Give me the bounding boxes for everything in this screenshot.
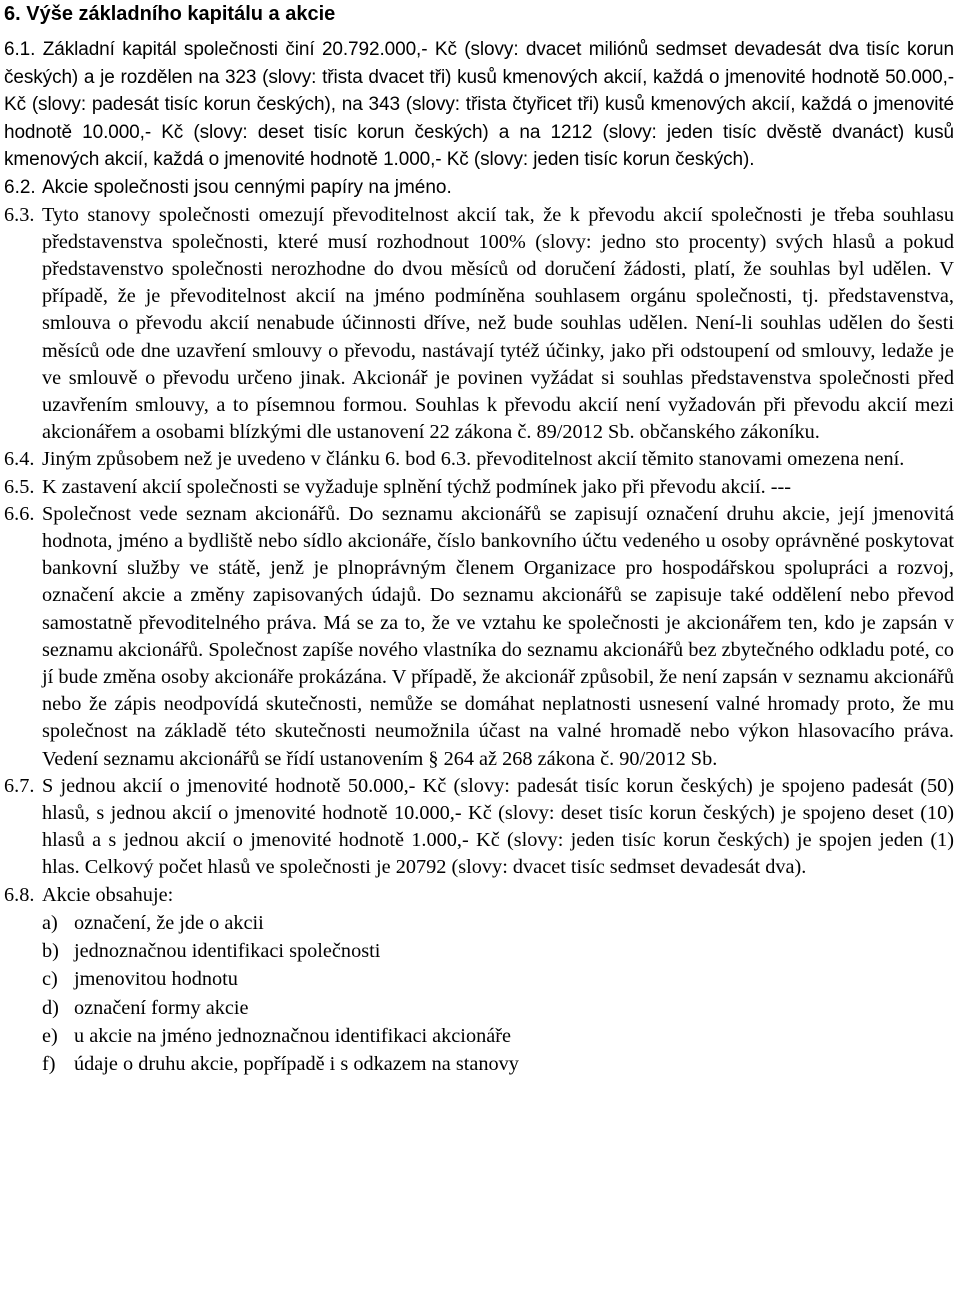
list-item [42,937,954,965]
list-letter: d) [42,996,59,1019]
list-letter: e) [42,1025,58,1048]
paragraph-text: Akcie společnosti jsou cennými papíry na jméno. [42,176,452,198]
list-letter: a) [42,911,58,934]
paragraph-6-7 [4,773,954,882]
list-text: údaje o druhu akcie, popřípadě i s odkazem na stanovy [74,1053,519,1076]
paragraph-number: 6.2. [4,176,36,198]
paragraph-6-3 [4,202,954,447]
paragraph-number: 6.5. [4,475,35,498]
paragraph-number: 6.8. [4,883,35,906]
list-item [42,909,954,937]
paragraph-text: Tyto stanovy společnosti omezují převoditelnost akcií tak, že k převodu akcií společnosti je třeba souhlasu představenstva společnosti, které musí rozhodnout 100% (slovy: jedno sto procenty) svých hlasů a pokud představenstvo společnosti nerozhodne do dvou měsíců od doručení žádosti, platí, že souhlas byl udělen. V případě, že je převoditelnost akcií na jméno podmíněna souhlasem orgánu společnosti, tj. představenstva, smlouva o převodu akcií nenabude účinnosti dříve, než bude souhlas udělen. Není-li souhlas udělen do šesti měsíců ode dne uzavření smlouvy o převodu, nastávají tytéž účinky, jako při odstoupení od smlouvy, ledaže je ve smlouvě o převodu určeno jinak. Akcionář je povinen vyžádat si souhlas představenstva společnosti před uzavřením smlouvy, a to písemnou formou. Souhlas k převodu akcií není vyžadován při převodu akcií mezi akcionářem a osobami blízkými dle ustanovení 22 zákona č. 89/2012 Sb. občanského zákoníku. [42,203,954,444]
section-heading: 6. Výše základního kapitálu a akcie [4,3,336,25]
paragraph-text: S jednou akcií o jmenovité hodnotě 50.000,- Kč (slovy: padesát tisíc korun českých) je spojeno padesát (50) hlasů, s jednou akcií o jmenovité hodnotě 10.000,- Kč (slovy: deset tisíc korun českých) je spojeno deset (10) hlasů a s jednou akcií o jmenovité hodnotě 1.000,- Kč (slovy: jeden tisíc korun českých) je spojen jeden (1) hlas. Celkový počet hlasů ve společnosti je 20792 (slovy: dvacet tisíc sedmset devadesát dva). [42,774,954,879]
paragraph-number: 6.4. [4,448,35,471]
list-item [42,994,954,1022]
list-text: označení, že jde o akcii [74,911,264,934]
paragraph-number: 6.1. [4,39,36,60]
list-letter: f) [42,1053,56,1076]
list-text: jednoznačnou identifikaci společnosti [74,940,381,963]
list-letter: b) [42,940,59,963]
paragraph-6-2 [4,174,954,202]
paragraph-6-6 [4,501,954,773]
paragraph-6-1 [4,36,954,174]
paragraph-number: 6.3. [4,203,35,226]
paragraph-number: 6.7. [4,774,35,797]
paragraph-6-5 [4,474,954,501]
share-contents-list [4,909,954,1079]
list-text: označení formy akcie [74,996,249,1019]
paragraph-6-8 [4,882,954,909]
paragraph-text: K zastavení akcií společnosti se vyžaduje splnění týchž podmínek jako při převodu akcií. --- [42,475,792,498]
list-text: u akcie na jméno jednoznačnou identifikaci akcionáře [74,1025,511,1048]
paragraph-text: Jiným způsobem než je uvedeno v článku 6. bod 6.3. převoditelnost akcií těmito stanovami omezena není. [42,448,905,471]
paragraph-number: 6.6. [4,502,35,525]
list-letter: c) [42,968,58,991]
list-item [42,965,954,993]
paragraph-text: Akcie obsahuje: [42,883,174,906]
list-item [42,1022,954,1050]
paragraph-6-4 [4,446,954,473]
paragraph-text: Společnost vede seznam akcionářů. Do seznamu akcionářů se zapisují označení druhu akcie, její jmenovitá hodnota, jméno a bydliště nebo sídlo akcionáře, číslo bankovního účtu vedeného u osoby oprávněné poskytovat bankovní služby ve státě, jenž je plnoprávným členem Organizace pro hospodářskou spolupráci a rozvoj, označení akcie a změny zapisovaných údajů. Do seznamu akcionářů se zapisuje také oddělení nebo převod samostatně převoditelného práva. Má se za to, že ve vztahu ke společnosti je akcionářem ten, kdo je zapsán v seznamu akcionářů. Společnost zapíše nového vlastníka do seznamu akcionářů bez zbytečného odkladu poté, co jí bude změna osoby akcionáře prokázána. V případě, že akcionář způsobil, že není zapsán v seznamu akcionářů nebo že zápis neodpovídá skutečnosti, nemůže se domáhat neplatnosti usnesení valné hromady proto, že mu společnost na základě této skutečnosti neumožnila účast na valné hromadě nebo výkon hlasovacího práva. Vedení seznamu akcionářů se řídí ustanovením § 264 až 268 zákona č. 90/2012 Sb. [42,502,954,770]
list-text: jmenovitou hodnotu [74,968,238,991]
paragraph-text: Základní kapitál společnosti činí 20.792.000,- Kč (slovy: dvacet miliónů sedmset devadesát dva tisíc korun českých) a je rozdělen na 323 (slovy: třista dvacet tři) kusů kmenových akcií, každá o jmenovité hodnotě 50.000,- Kč (slovy: padesát tisíc korun českých), na 343 (slovy: třista čtyřicet tři) kusů kmenových akcií, každá o jmenovité hodnotě 10.000,- Kč (slovy: deset tisíc korun českých) a na 1212 (slovy: jeden tisíc dvěstě dvanáct) kusů kmenových akcií, každá o jmenovité hodnotě 1.000,- Kč (slovy: jeden tisíc korun českých). [4,39,954,171]
list-item [42,1050,954,1078]
